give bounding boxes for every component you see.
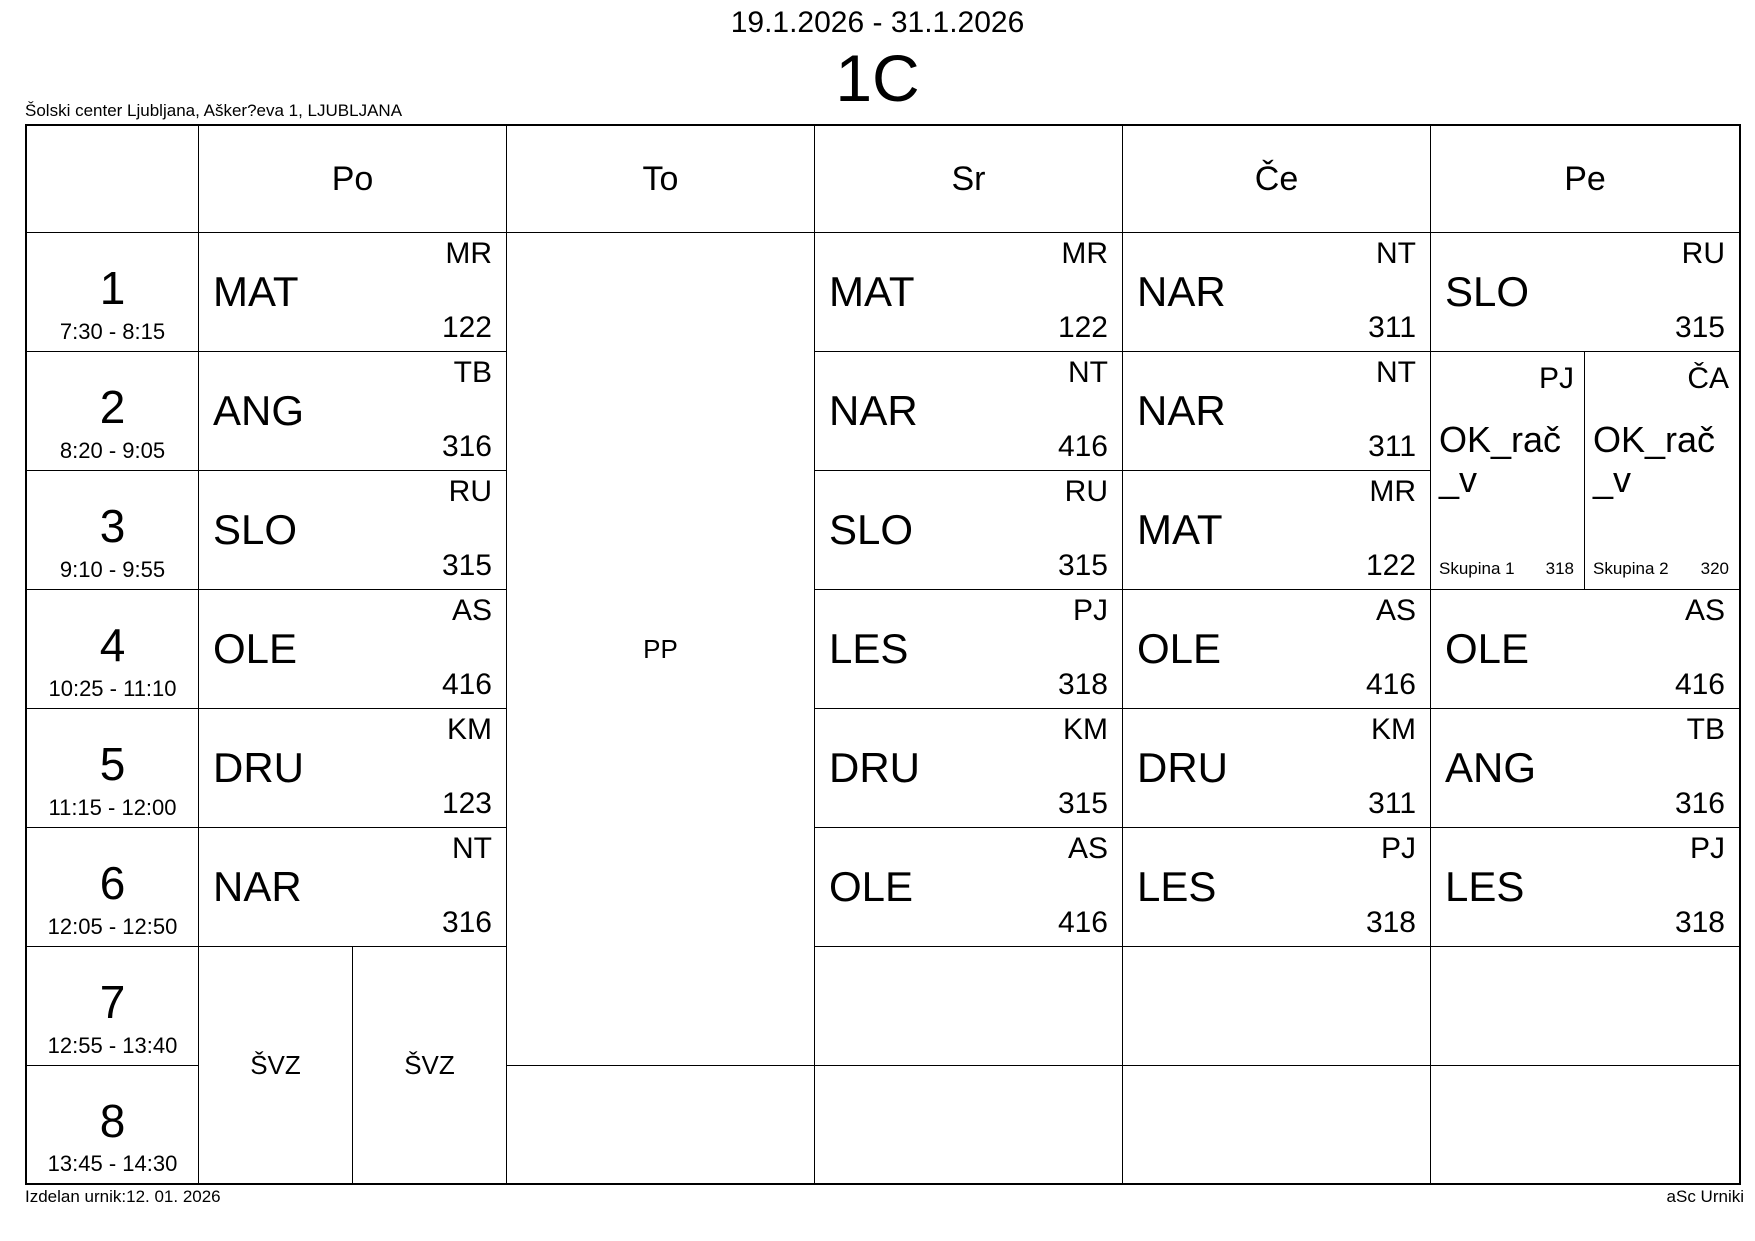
lesson-subject: MAT [213, 268, 299, 315]
lesson-teacher: RU [1064, 475, 1108, 508]
lesson-teacher: NT [1068, 356, 1108, 389]
lesson-ce-6[interactable] [1123, 828, 1431, 947]
lesson-po-5[interactable] [199, 709, 507, 828]
lesson-to-pp[interactable]: PP [507, 233, 815, 1066]
lesson-pe-1[interactable] [1431, 233, 1739, 352]
period-cell-8 [27, 1066, 199, 1183]
lesson-pe-split-group-2[interactable] [1585, 352, 1739, 590]
lesson-subject: SLO [829, 506, 914, 553]
lesson-room: 318 [1057, 668, 1108, 701]
class-title: 1C [835, 41, 920, 115]
lesson-subject: OLE [213, 625, 298, 672]
lesson-ce-4[interactable] [1123, 590, 1431, 709]
day-header-pe: Pe [1431, 126, 1739, 233]
generator-brand: aSc Urniki [1666, 1187, 1744, 1206]
lesson-group: Skupina 2 [1593, 559, 1669, 578]
empty-pe-8 [1431, 1066, 1739, 1183]
lesson-po-svz-group-2[interactable]: ŠVZ [353, 947, 507, 1183]
lesson-teacher: KM [1063, 713, 1108, 746]
lesson-subject: NAR [213, 863, 302, 910]
lesson-room: 123 [441, 787, 492, 820]
lesson-room: 311 [1368, 311, 1416, 344]
lesson-subject: OLE [1445, 625, 1530, 672]
lesson-teacher: PJ [1380, 832, 1416, 865]
lesson-po-2[interactable] [199, 352, 507, 471]
lesson-po-svz-group-1[interactable]: ŠVZ [199, 947, 353, 1183]
lesson-subject: MAT [829, 268, 915, 315]
period-number: 8 [99, 1095, 126, 1147]
lesson-room: 315 [1057, 549, 1108, 582]
school-name: Šolski center Ljubljana, Ašker?eva 1, LJUBLJANA [25, 101, 403, 120]
lesson-pe-split-group-1[interactable] [1431, 352, 1585, 590]
lesson-ce-2[interactable] [1123, 352, 1431, 471]
empty-ce-7 [1123, 947, 1431, 1066]
lesson-teacher: KM [447, 713, 492, 746]
lesson-teacher: ČA [1687, 362, 1729, 395]
lesson-subject: NAR [1137, 387, 1226, 434]
period-time: 9:10 - 9:55 [59, 557, 166, 582]
lesson-sr-1[interactable] [815, 233, 1123, 352]
lesson-subject: OLE [829, 863, 914, 910]
period-number: 2 [99, 381, 126, 433]
day-header-sr: Sr [815, 126, 1123, 233]
day-header-po: Po [199, 126, 507, 233]
lesson-subject: DRU [829, 744, 920, 791]
empty-pe-7 [1431, 947, 1739, 1066]
lesson-room: 311 [1368, 430, 1416, 463]
lesson-sr-3[interactable] [815, 471, 1123, 590]
lesson-room: 315 [1057, 787, 1108, 820]
lesson-teacher: NT [452, 832, 492, 865]
period-cell-6 [27, 828, 199, 947]
empty-to-8 [507, 1066, 815, 1183]
period-cell-3 [27, 471, 199, 590]
date-range: 19.1.2026 - 31.1.2026 [730, 6, 1025, 39]
period-number: 4 [99, 619, 126, 671]
lesson-room: 311 [1368, 787, 1416, 820]
lesson-teacher: PJ [1072, 594, 1108, 627]
lesson-sr-4[interactable] [815, 590, 1123, 709]
lesson-room: 416 [441, 668, 492, 701]
lesson-pe-5[interactable] [1431, 709, 1739, 828]
period-number: 6 [99, 857, 126, 909]
lesson-teacher: NT [1376, 356, 1416, 389]
lesson-teacher: AS [1067, 832, 1108, 865]
created-date: Izdelan urnik:12. 01. 2026 [25, 1187, 221, 1206]
lesson-subject: SLO [213, 506, 298, 553]
period-time: 8:20 - 9:05 [59, 438, 166, 463]
lesson-subject: OLE [1137, 625, 1222, 672]
lesson-teacher: AS [451, 594, 492, 627]
period-cell-1 [27, 233, 199, 352]
lesson-subject: ANG [1445, 744, 1537, 791]
lesson-room: 315 [441, 549, 492, 582]
lesson-po-1[interactable] [199, 233, 507, 352]
lesson-po-4[interactable] [199, 590, 507, 709]
lesson-teacher: NT [1376, 237, 1416, 270]
lesson-teacher: MR [1061, 237, 1108, 270]
lesson-subject: LES [1445, 863, 1525, 910]
lesson-teacher: AS [1375, 594, 1416, 627]
period-cell-7 [27, 947, 199, 1066]
period-number: 3 [99, 500, 126, 552]
lesson-room: 318 [1545, 559, 1574, 578]
lesson-teacher: PJ [1538, 362, 1574, 395]
lesson-teacher: AS [1684, 594, 1725, 627]
lesson-subject: SLO [1445, 268, 1530, 315]
lesson-teacher: KM [1371, 713, 1416, 746]
day-header-ce: Če [1123, 126, 1431, 233]
period-number: 5 [99, 738, 126, 790]
lesson-subject: LES [829, 625, 909, 672]
lesson-subject: OK_rač _v [1593, 419, 1716, 500]
lesson-pe-6[interactable] [1431, 828, 1739, 947]
lesson-subject: DRU [213, 744, 304, 791]
lesson-pe-4[interactable] [1431, 590, 1739, 709]
lesson-teacher: MR [1369, 475, 1416, 508]
lesson-subject: NAR [1137, 268, 1226, 315]
lesson-teacher: MR [445, 237, 492, 270]
lesson-teacher: TB [453, 356, 492, 389]
period-time: 11:15 - 12:00 [48, 795, 177, 820]
lesson-subject: MAT [1137, 506, 1223, 553]
lesson-room: 320 [1700, 559, 1729, 578]
lesson-room: 316 [1674, 787, 1725, 820]
lesson-po-6[interactable] [199, 828, 507, 947]
empty-ce-8 [1123, 1066, 1431, 1183]
period-time: 12:55 - 13:40 [47, 1033, 178, 1058]
lesson-subject: OK_rač _v [1439, 419, 1562, 500]
empty-sr-7 [815, 947, 1123, 1066]
lesson-room: 318 [1365, 906, 1416, 939]
day-header-to: To [507, 126, 815, 233]
lesson-subject: LES [1137, 863, 1217, 910]
period-cell-4 [27, 590, 199, 709]
lesson-teacher: PJ [1689, 832, 1725, 865]
lesson-sr-6[interactable] [815, 828, 1123, 947]
period-cell-2 [27, 352, 199, 471]
period-number: 7 [99, 976, 126, 1028]
lesson-subject: DRU [1137, 744, 1228, 791]
lesson-subject: ANG [213, 387, 305, 434]
period-time: 13:45 - 14:30 [47, 1151, 178, 1176]
timetable-grid [25, 124, 1741, 1185]
lesson-ce-3[interactable] [1123, 471, 1431, 590]
corner-cell [27, 126, 199, 233]
lesson-room: 316 [441, 430, 492, 463]
lesson-room: 416 [1365, 668, 1416, 701]
lesson-teacher: TB [1686, 713, 1725, 746]
lesson-room: 416 [1057, 430, 1108, 463]
lesson-teacher: RU [448, 475, 492, 508]
lesson-room: 416 [1674, 668, 1725, 701]
lesson-po-3[interactable] [199, 471, 507, 590]
lesson-sr-5[interactable] [815, 709, 1123, 828]
lesson-room: 122 [1365, 549, 1416, 582]
lesson-ce-1[interactable] [1123, 233, 1431, 352]
lesson-ce-5[interactable] [1123, 709, 1431, 828]
period-time: 10:25 - 11:10 [48, 676, 177, 701]
lesson-room: 316 [441, 906, 492, 939]
lesson-room: 416 [1057, 906, 1108, 939]
lesson-room: 315 [1674, 311, 1725, 344]
empty-sr-8 [815, 1066, 1123, 1183]
period-time: 12:05 - 12:50 [47, 914, 178, 939]
period-cell-5 [27, 709, 199, 828]
period-number: 1 [99, 262, 126, 314]
lesson-room: 122 [1057, 311, 1108, 344]
lesson-subject: NAR [829, 387, 918, 434]
lesson-room: 122 [441, 311, 492, 344]
lesson-teacher: RU [1681, 237, 1725, 270]
lesson-group: Skupina 1 [1439, 559, 1515, 578]
lesson-room: 318 [1674, 906, 1725, 939]
period-time: 7:30 - 8:15 [59, 319, 166, 344]
lesson-sr-2[interactable] [815, 352, 1123, 471]
